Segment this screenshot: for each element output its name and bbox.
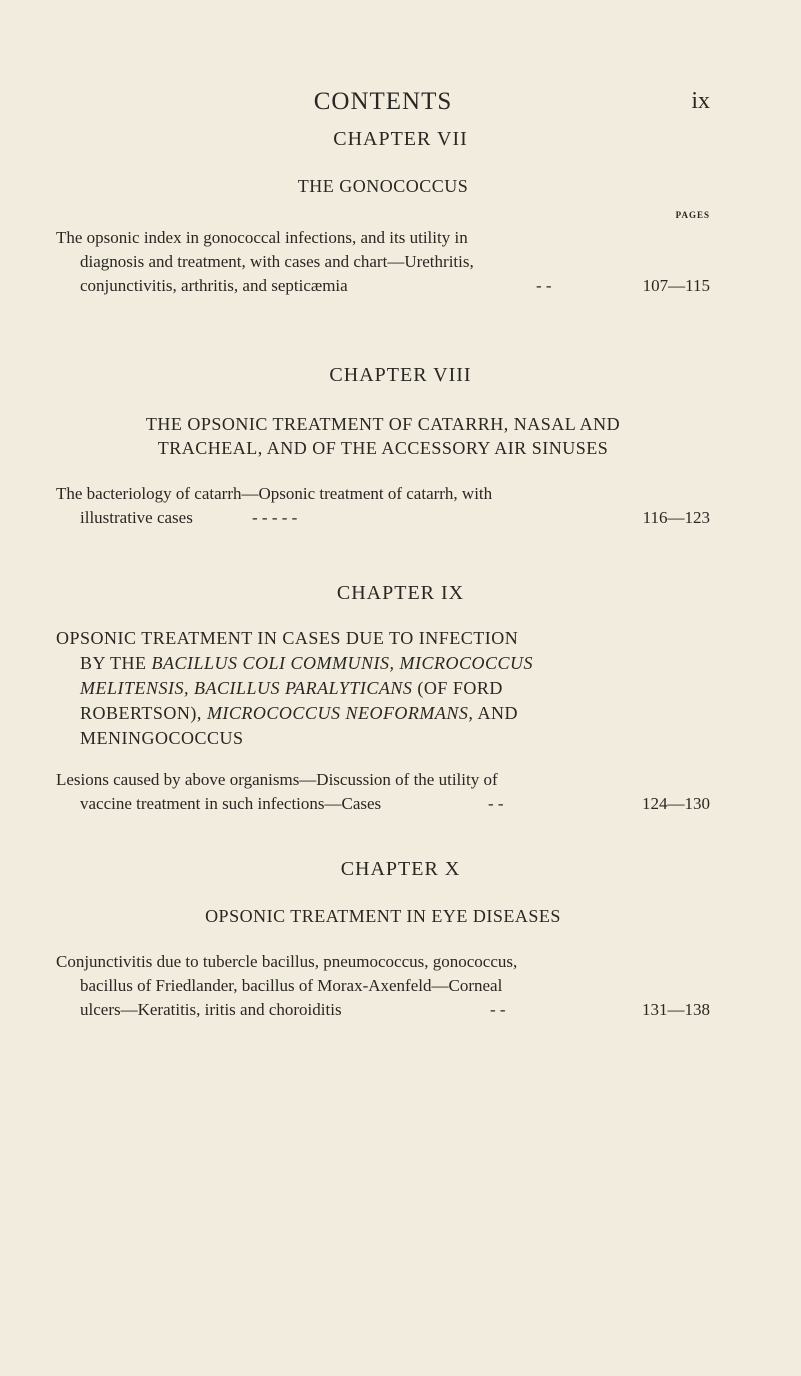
chapter-10-summary bbox=[56, 950, 710, 1022]
leader-dots: - - - - - bbox=[252, 508, 298, 527]
summary-last-line bbox=[56, 792, 710, 816]
summary-line: illustrative cases bbox=[80, 508, 193, 527]
running-title: CONTENTS bbox=[313, 88, 453, 115]
summary-line: The bacteriology of catarrh—Opsonic treatment of catarrh, with bbox=[56, 484, 493, 503]
summary-last-line bbox=[56, 274, 710, 298]
summary-last-line bbox=[56, 998, 710, 1022]
summary-line: The opsonic index in gonococcal infections, and its utility in bbox=[56, 228, 468, 247]
chapter-7-label: CHAPTER VII bbox=[333, 128, 468, 150]
page-range: 131—138 bbox=[642, 1000, 710, 1019]
chapter-9-label: CHAPTER IX bbox=[336, 582, 465, 604]
title-text: ROBERTSON), bbox=[80, 703, 207, 723]
chapter-7-summary bbox=[56, 226, 710, 298]
summary-line: conjunctivitis, arthritis, and septicæmia bbox=[80, 276, 348, 295]
title-line bbox=[56, 651, 710, 676]
summary-line: diagnosis and treatment, with cases and chart—Urethritis, bbox=[80, 252, 474, 271]
page-number: ix bbox=[691, 88, 710, 114]
pages-column-header: PAGES bbox=[675, 210, 710, 220]
page-range: 116—123 bbox=[642, 508, 710, 527]
title-text: AND bbox=[473, 703, 518, 723]
title-line bbox=[56, 626, 710, 651]
running-head bbox=[56, 88, 710, 118]
title-line: TRACHEAL, AND OF THE ACCESSORY AIR SINUSES bbox=[157, 438, 609, 458]
chapter-8-label: CHAPTER VIII bbox=[329, 364, 472, 386]
summary-line: vaccine treatment in such infections—Cases bbox=[80, 794, 382, 813]
title-text: MENINGOCOCCUS bbox=[80, 728, 244, 748]
title-italic-text: BACILLUS COLI COMMUNIS, MICROCOCCUS bbox=[151, 653, 534, 673]
title-italic-text: MICROCOCCUS NEOFORMANS, bbox=[206, 703, 474, 723]
summary-line: ulcers—Keratitis, iritis and choroiditis bbox=[80, 1000, 342, 1019]
chapter-8-title bbox=[56, 412, 710, 460]
title-text: OPSONIC TREATMENT IN CASES DUE TO INFECTION bbox=[56, 628, 519, 648]
title-italic-text: MELITENSIS, BACILLUS PARALYTICANS bbox=[80, 678, 413, 698]
title-line bbox=[56, 726, 710, 751]
chapter-10-title: OPSONIC TREATMENT IN EYE DISEASES bbox=[205, 906, 561, 926]
chapter-9-title bbox=[56, 626, 710, 751]
page-range: 124—130 bbox=[642, 794, 710, 813]
leader-dots: - - bbox=[490, 1000, 506, 1019]
chapter-7-title: THE GONOCOCCUS bbox=[297, 176, 469, 196]
title-text: BY THE bbox=[80, 653, 152, 673]
summary-line: Conjunctivitis due to tubercle bacillus, pneumococcus, gonococcus, bbox=[56, 952, 518, 971]
title-line bbox=[56, 701, 710, 726]
summary-last-line bbox=[56, 506, 710, 530]
leader-dots: - - bbox=[536, 276, 552, 295]
leader-dots: - - bbox=[488, 794, 504, 813]
chapter-9-summary bbox=[56, 768, 710, 816]
title-line bbox=[56, 676, 710, 701]
title-text: (OF FORD bbox=[412, 678, 503, 698]
summary-line: bacillus of Friedlander, bacillus of Morax-Axenfeld—Corneal bbox=[80, 976, 503, 995]
page-range: 107—115 bbox=[642, 276, 710, 295]
chapter-8-summary bbox=[56, 482, 710, 530]
summary-line: Lesions caused by above organisms—Discussion of the utility of bbox=[56, 770, 498, 789]
title-line: THE OPSONIC TREATMENT OF CATARRH, NASAL AND bbox=[145, 414, 621, 434]
chapter-10-label: CHAPTER X bbox=[340, 858, 461, 880]
